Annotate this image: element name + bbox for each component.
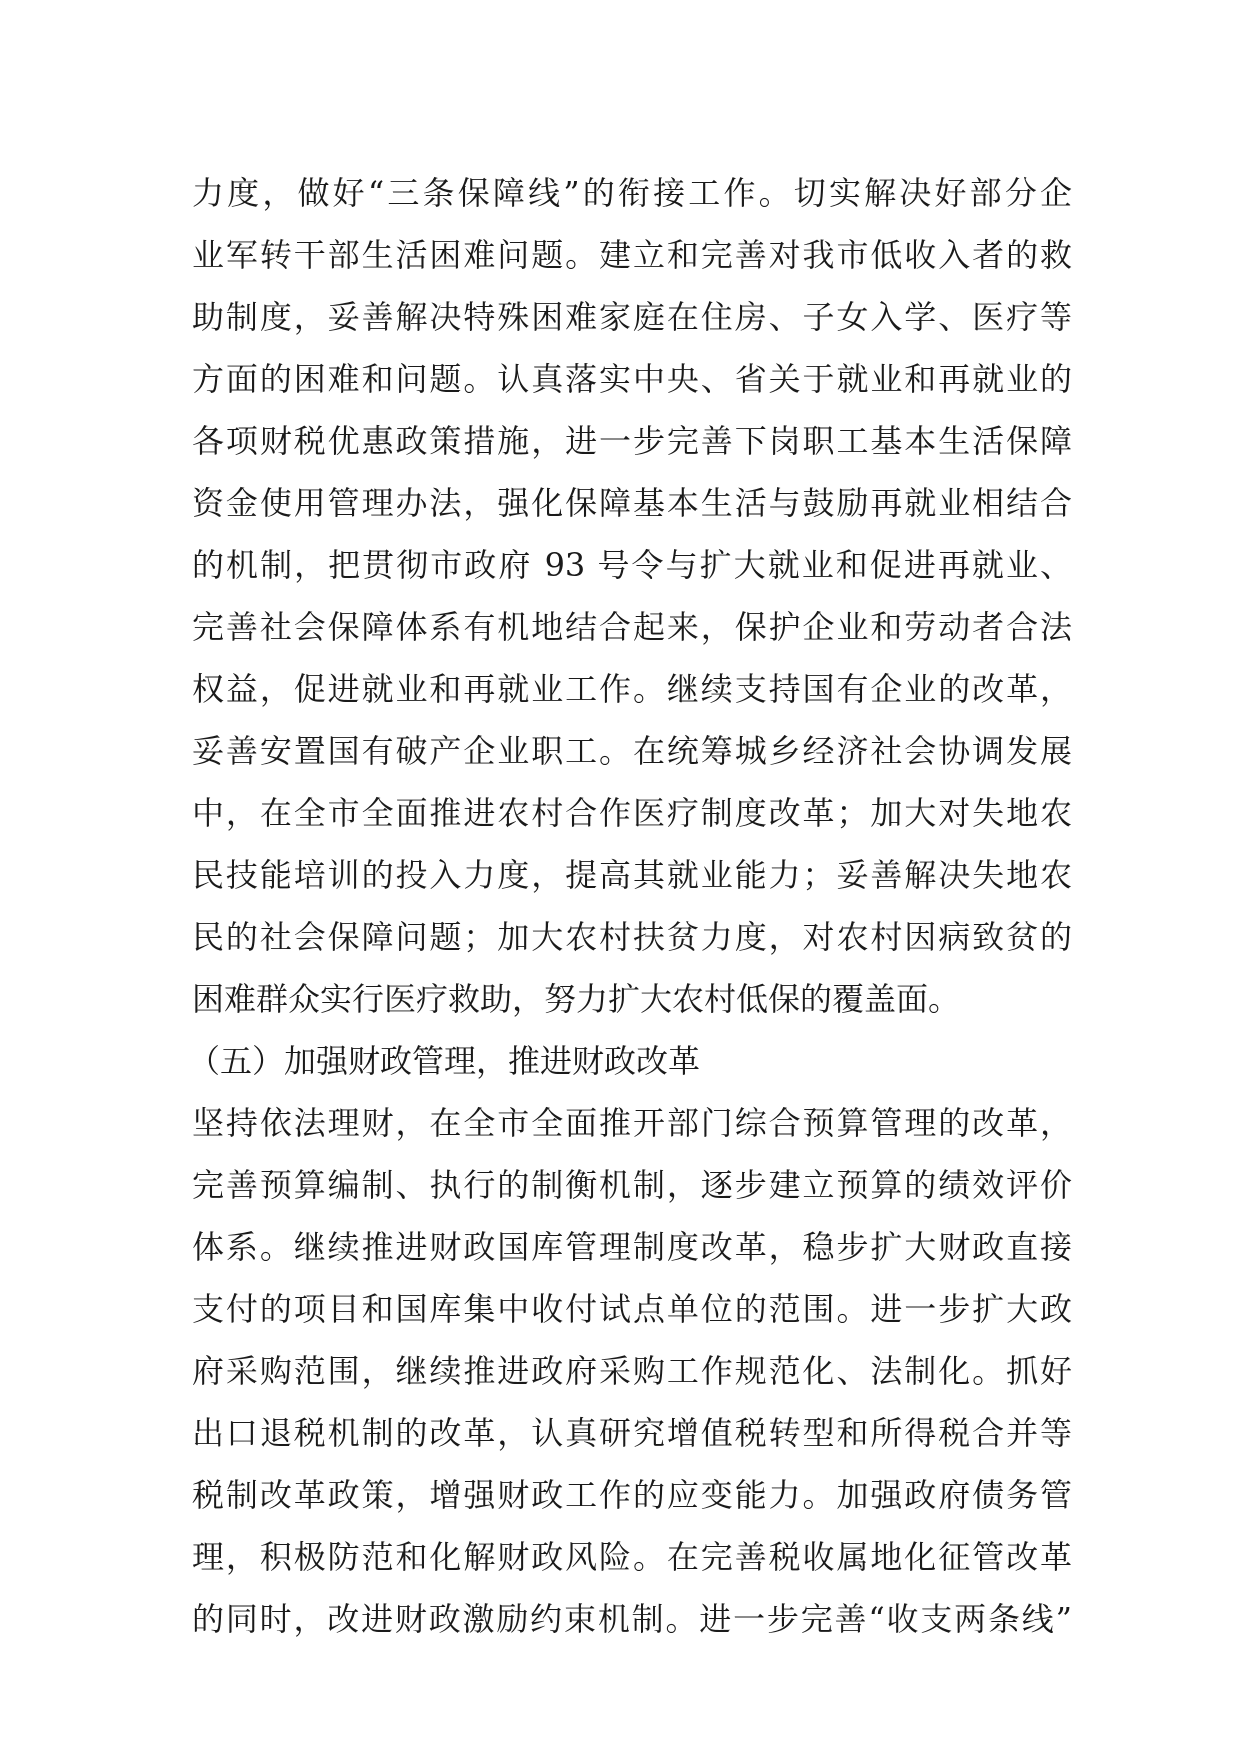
text-line: 理，积极防范和化解财政风险。在完善税收属地化征管改革 <box>192 1538 1072 1576</box>
body-text <box>188 162 1072 1650</box>
text-line: 助制度，妥善解决特殊困难家庭在住房、子女入学、医疗等 <box>192 298 1072 336</box>
text-line: 体系。继续推进财政国库管理制度改革，稳步扩大财政直接 <box>192 1228 1072 1266</box>
text-line: 力度，做好“三条保障线”的衔接工作。切实解决好部分企 <box>192 174 1072 212</box>
text-line: 困难群众实行医疗救助，努力扩大农村低保的覆盖面。 <box>192 980 961 1018</box>
text-line: 民技能培训的投入力度，提高其就业能力；妥善解决失地农 <box>192 856 1072 894</box>
text-line: 坚持依法理财，在全市全面推开部门综合预算管理的改革， <box>192 1104 1072 1142</box>
text-line: 方面的困难和问题。认真落实中央、省关于就业和再就业的 <box>192 360 1072 398</box>
text-line: 完善社会保障体系有机地结合起来，保护企业和劳动者合法 <box>192 608 1072 646</box>
text-line: 妥善安置国有破产企业职工。在统筹城乡经济社会协调发展 <box>192 732 1072 770</box>
text-line: 各项财税优惠政策措施，进一步完善下岗职工基本生活保障 <box>192 422 1072 460</box>
text-line: 权益，促进就业和再就业工作。继续支持国有企业的改革， <box>192 670 1072 708</box>
text-line: 的机制，把贯彻市政府 93 号令与扩大就业和促进再就业、 <box>192 546 1072 584</box>
text-line: 的同时，改进财政激励约束机制。进一步完善“收支两条线” <box>192 1600 1072 1638</box>
text-line: 府采购范围，继续推进政府采购工作规范化、法制化。抓好 <box>192 1352 1072 1390</box>
text-line: 民的社会保障问题；加大农村扶贫力度，对农村因病致贫的 <box>192 918 1072 956</box>
text-line: 中，在全市全面推进农村合作医疗制度改革；加大对失地农 <box>192 794 1072 832</box>
text-line: 资金使用管理办法，强化保障基本生活与鼓励再就业相结合 <box>192 484 1072 522</box>
section-heading: （五）加强财政管理，推进财政改革 <box>188 1042 701 1080</box>
text-line: 出口退税机制的改革，认真研究增值税转型和所得税合并等 <box>192 1414 1072 1452</box>
text-line: 业军转干部生活困难问题。建立和完善对我市低收入者的救 <box>192 236 1072 274</box>
text-line: 完善预算编制、执行的制衡机制，逐步建立预算的绩效评价 <box>192 1166 1072 1204</box>
text-line: 税制改革政策，增强财政工作的应变能力。加强政府债务管 <box>192 1476 1072 1514</box>
text-line: 支付的项目和国库集中收付试点单位的范围。进一步扩大政 <box>192 1290 1072 1328</box>
